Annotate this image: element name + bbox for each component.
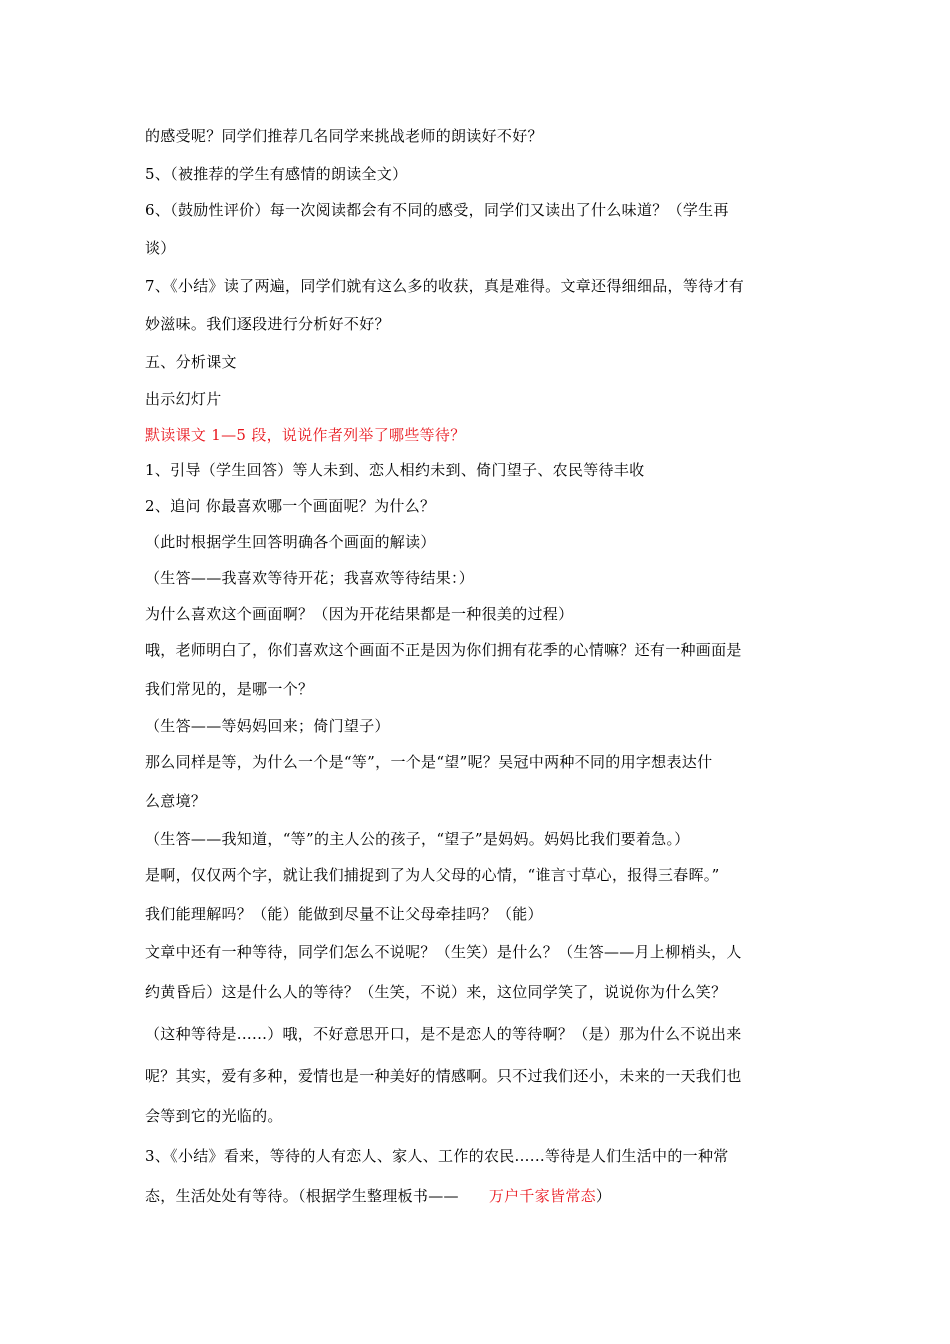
paragraph-line: 妙滋味。我们逐段进行分析好不好？ [145,315,390,333]
paragraph-line: 谈） [145,239,176,257]
section-heading: 五、分析课文 [145,353,237,371]
paragraph-line: 那么同样是等，为什么一个是“等”，一个是“望”呢？吴冠中两种不同的用字想表达什 [145,753,713,771]
paragraph-line: （生答——我知道，“等”的主人公的孩子，“望子”是妈妈。妈妈比我们要着急。） [145,830,690,848]
paragraph-line: 3、《小结》看来，等待的人有恋人、家人、工作的农民......等待是人们生活中的一种常 [145,1147,729,1165]
paragraph-line [145,1186,810,1206]
paragraph-line: （生答——我喜欢等待开花；我喜欢等待结果：） [145,569,475,587]
slide-prompt: 默读课文 1—5 段，说说作者列举了哪些等待？ [145,426,466,444]
board-note-close: ） [595,1187,612,1205]
paragraph-line: 文章中还有一种等待，同学们怎么不说呢？（生笑）是什么？（生答——月上柳梢头，人 [145,943,742,961]
board-note-highlight: 万户千家皆常态 [488,1187,596,1205]
paragraph-line: 7、《小结》读了两遍，同学们就有这么多的收获，真是难得。文章还得细细品，等待才有 [145,277,745,295]
paragraph-line: 会等到它的光临的。 [145,1107,283,1125]
paragraph-line: 6、（鼓励性评价）每一次阅读都会有不同的感受，同学们又读出了什么味道？（学生再 [145,201,729,219]
paragraph-line: （这种等待是......）哦，不好意思开口，是不是恋人的等待啊？（是）那为什么不说出来 [145,1025,742,1043]
paragraph-line: 1、引导（学生回答）等人未到、恋人相约未到、倚门望子、农民等待丰收 [145,461,645,479]
paragraph-line: 5、（被推荐的学生有感情的朗读全文） [145,165,408,183]
paragraph-line: 呢？其实，爱有多种，爱情也是一种美好的情感啊。只不过我们还小，未来的一天我们也 [145,1067,742,1085]
paragraph-line: 我们能理解吗？（能）能做到尽量不让父母牵挂吗？（能） [145,905,543,923]
paragraph-line: 约黄昏后）这是什么人的等待？（生笑，不说）来，这位同学笑了，说说你为什么笑？ [145,983,727,1001]
paragraph-line: 哦，老师明白了，你们喜欢这个画面不正是因为你们拥有花季的心情嘛？还有一种画面是 [145,641,742,659]
paragraph-line: （此时根据学生回答明确各个画面的解读） [145,533,436,551]
paragraph-line: 我们常见的，是哪一个？ [145,680,314,698]
paragraph-line: （生答——等妈妈回来；倚门望子） [145,717,390,735]
board-note-text: 态，生活处处有等待。（根据学生整理板书—— [145,1187,459,1205]
paragraph-line: 2、追问 你最喜欢哪一个画面呢？为什么？ [145,497,436,515]
paragraph-line: 是啊，仅仅两个字，就让我们捕捉到了为人父母的心情，“谁言寸草心，报得三春晖。” [145,866,720,884]
paragraph-line: 的感受呢？同学们推荐几名同学来挑战老师的朗读好不好？ [145,127,543,145]
paragraph-line: 么意境？ [145,792,207,810]
paragraph-line: 出示幻灯片 [145,390,222,408]
paragraph-line: 为什么喜欢这个画面啊？（因为开花结果都是一种很美的过程） [145,605,574,623]
